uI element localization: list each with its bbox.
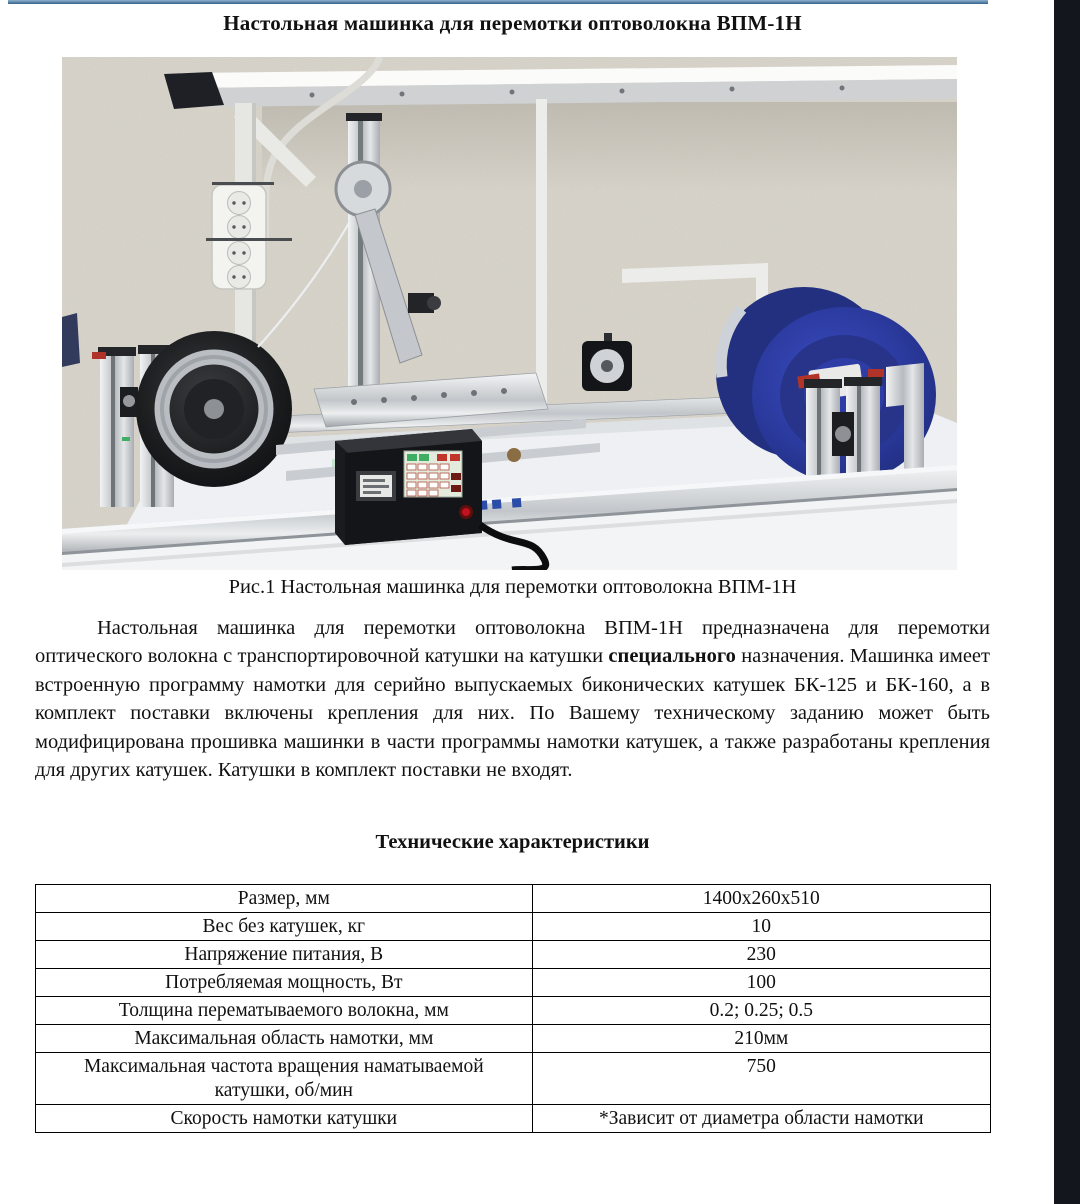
- spec-value: 10: [532, 913, 990, 941]
- page-title: Настольная машинка для перемотки оптоволокна ВПМ-1Н: [223, 11, 802, 35]
- paragraph-rest: назначения. Машинка имеет встроенную программу намотки для серийно выпускаемых биконических катушек БК-125 и БК-160, а в комплект поставки включены крепления для них. По Вашему техническому заданию может быть модифицирована прошивка машинки в части программы намотки катушек, а также разработаны крепления для других катушек. Катушки в комплект поставки не входят.: [35, 645, 990, 782]
- spec-value: 210мм: [532, 1025, 990, 1053]
- specs-heading: Технические характеристики: [375, 831, 650, 853]
- spec-param: Потребляемая мощность, Вт: [36, 969, 533, 997]
- spec-value: 750: [532, 1053, 990, 1105]
- top-accent-rule: [8, 0, 988, 4]
- figure-caption: Рис.1 Настольная машинка для перемотки оптоволокна ВПМ-1Н: [228, 576, 797, 598]
- table-row: [36, 885, 991, 913]
- stepper-motor: [582, 333, 632, 391]
- controller-display: [356, 471, 396, 501]
- paragraph-bold-word: специального: [608, 645, 736, 668]
- body-paragraph: [35, 614, 990, 784]
- left-edge-object: [62, 313, 80, 367]
- machine-photo: [62, 57, 957, 570]
- table-row: [36, 969, 991, 997]
- table-row: [36, 1053, 991, 1105]
- table-row: [36, 941, 991, 969]
- spec-value: *Зависит от диаметра области намотки: [532, 1105, 990, 1133]
- paragraph-lead: Настольная машинка для перемотки оптоволокна ВПМ-1Н предназначена для перемотки оптического волокна с транспортировочной катушки на катушки: [35, 617, 990, 668]
- spec-param: Толщина перематываемого волокна, мм: [36, 997, 533, 1025]
- spec-value: 0.2; 0.25; 0.5: [532, 997, 990, 1025]
- table-row: [36, 1025, 991, 1053]
- spec-param: Скорость намотки катушки: [36, 1105, 533, 1133]
- spec-param: Максимальная область намотки, мм: [36, 1025, 533, 1053]
- specs-table: [35, 884, 991, 1133]
- machine-photo-drawing: [62, 57, 957, 570]
- spec-value: 230: [532, 941, 990, 969]
- spec-param: Максимальная частота вращения наматываемой катушки, об/мин: [36, 1053, 533, 1105]
- spec-value: 100: [532, 969, 990, 997]
- spec-value: 1400x260x510: [532, 885, 990, 913]
- spec-param: Размер, мм: [36, 885, 533, 913]
- table-row: [36, 1105, 991, 1133]
- right-letterbox-bar: [1054, 0, 1080, 1204]
- table-row: [36, 997, 991, 1025]
- spec-param: Напряжение питания, В: [36, 941, 533, 969]
- table-row: [36, 913, 991, 941]
- spec-param: Вес без катушек, кг: [36, 913, 533, 941]
- controller-keypad: [404, 451, 462, 497]
